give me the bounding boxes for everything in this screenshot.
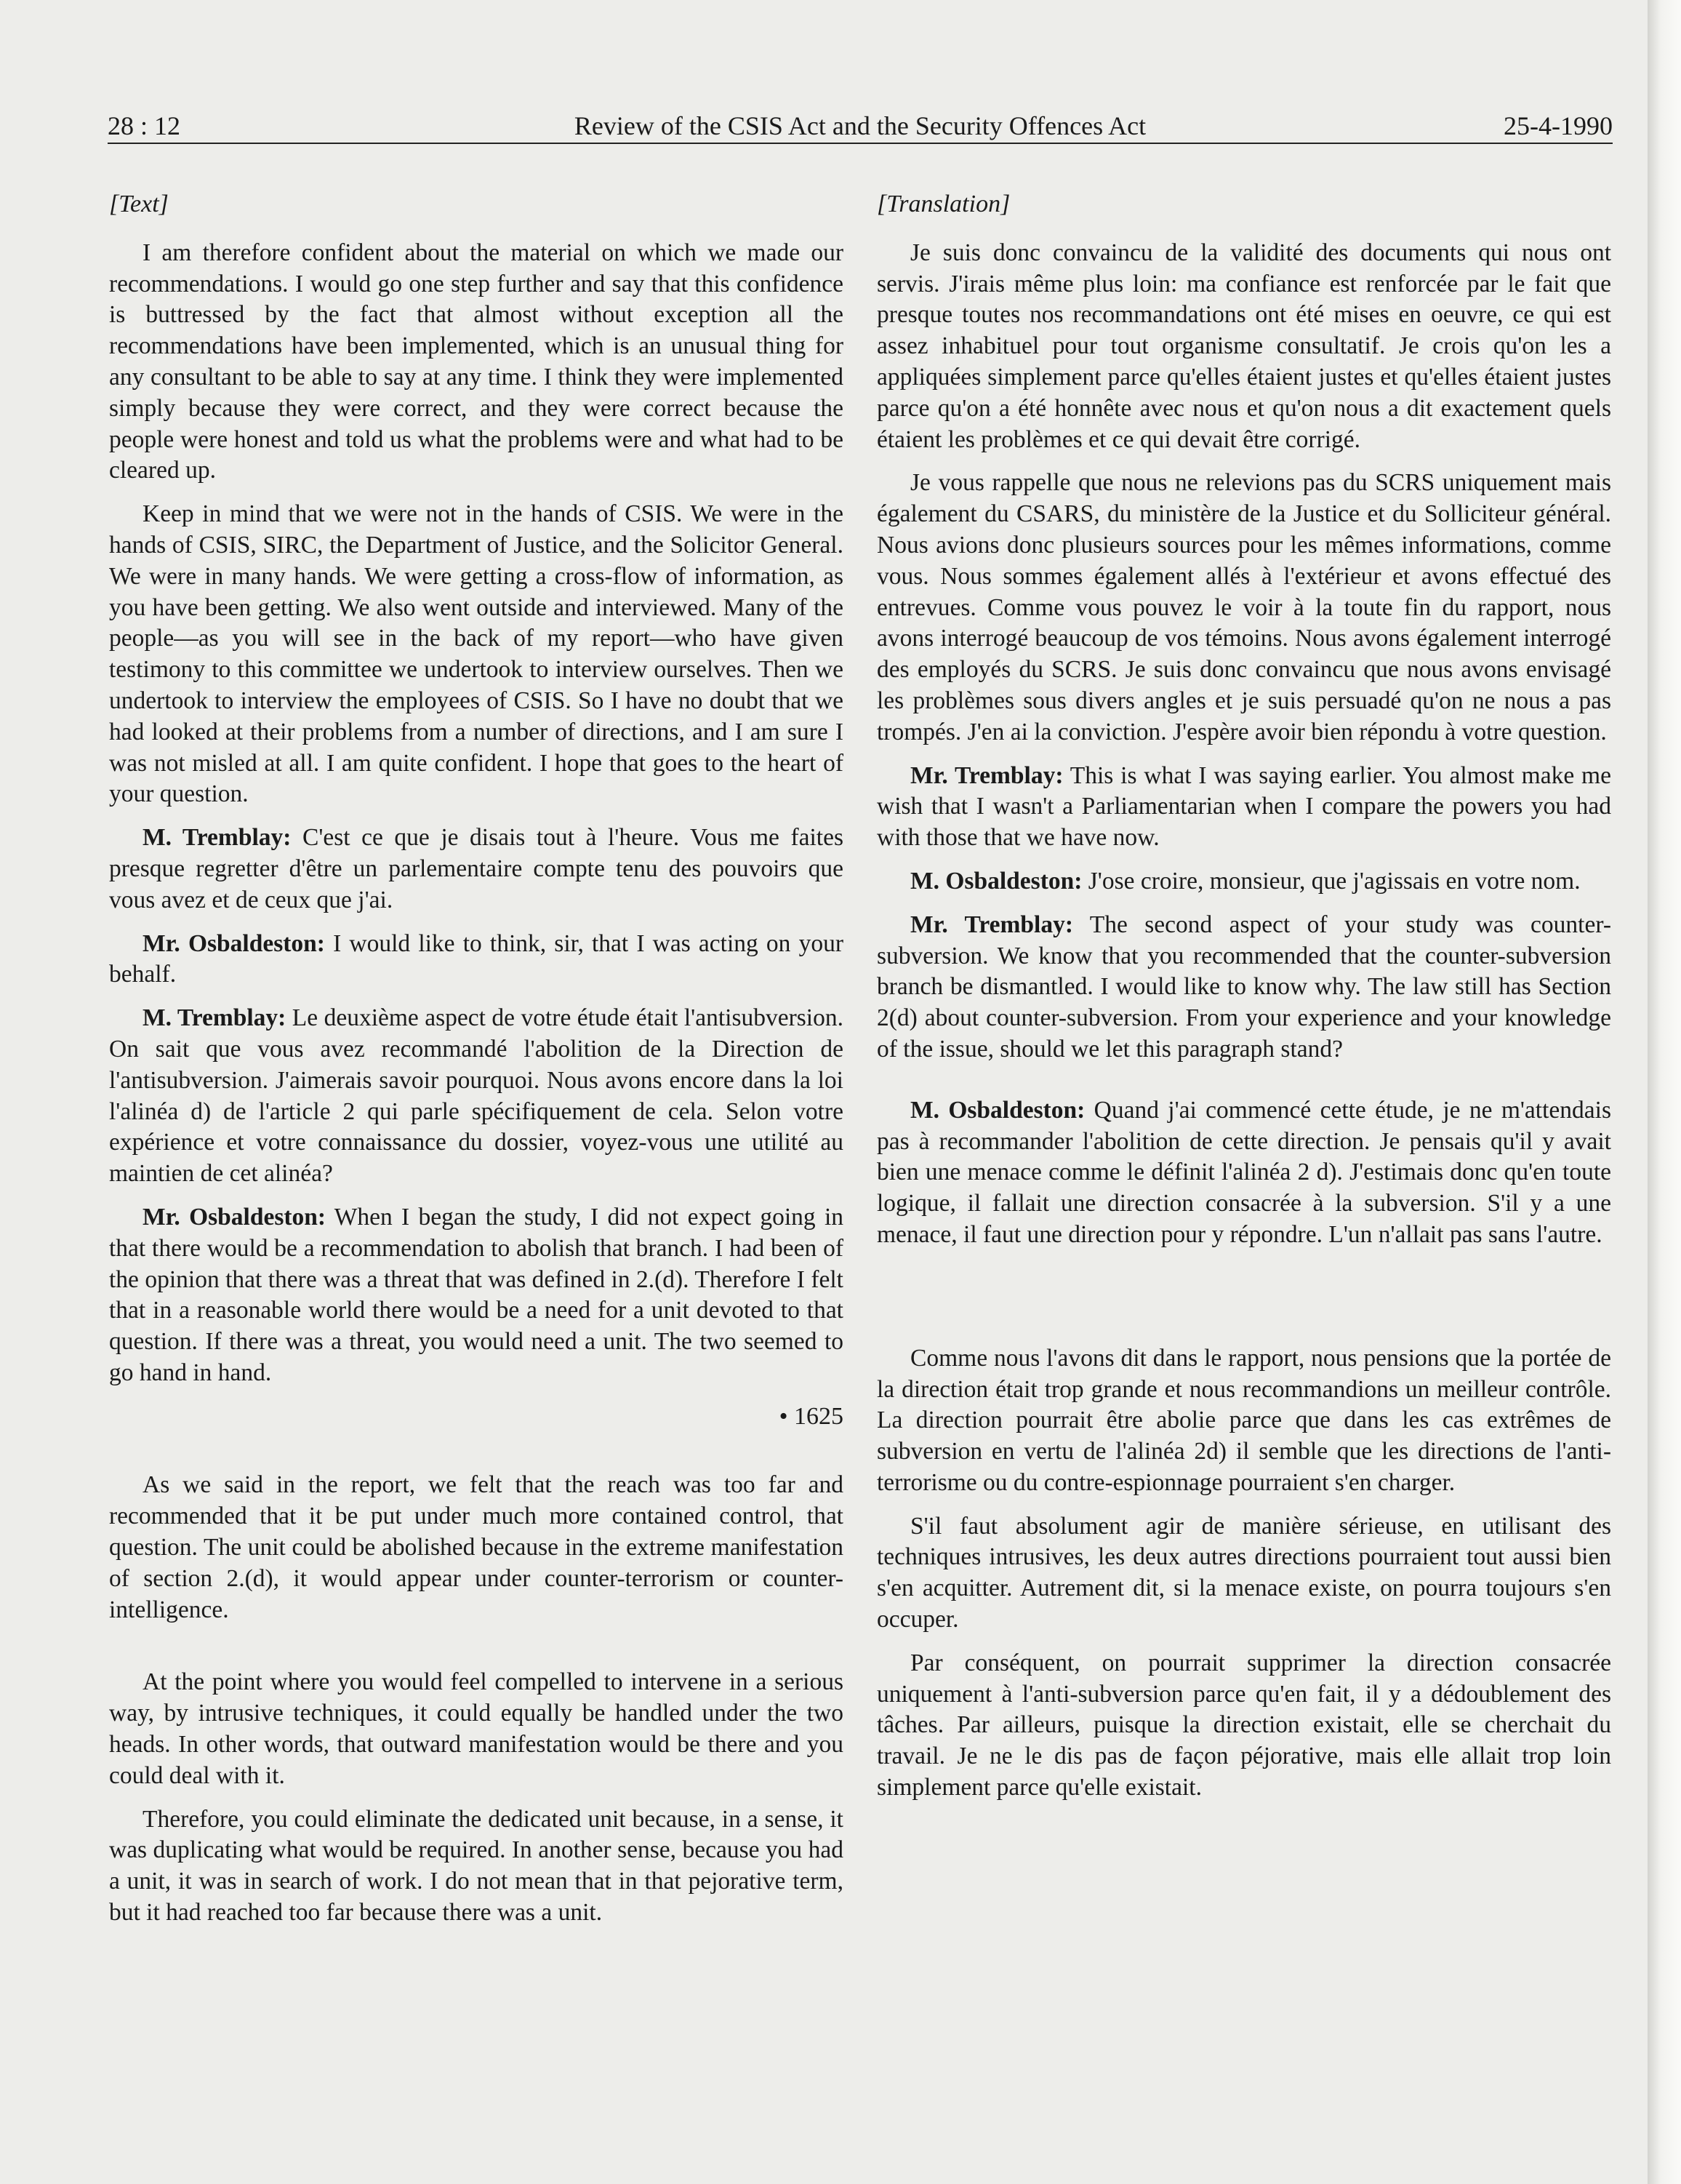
speaker-name: M. Osbaldeston: <box>910 867 1083 895</box>
translation-tag: [Translation] <box>877 191 1011 217</box>
speaker-name: M. Tremblay: <box>143 824 292 852</box>
speaker-name: Mr. Osbaldeston: <box>143 929 325 957</box>
paragraph: Par conséquent, on pourrait supprimer la direction consacrée uniquement à l'anti-subversion parce qu'en fait, il y a dédoublement des tâches. Par ailleurs, puisque la direction existait, elle se cherchait du travail. Je ne le dis pas de façon péjorative, mais elle allait trop loin simplement parce qu'elle existait. <box>877 1649 1611 1801</box>
speaker-name: Mr. Tremblay: <box>910 911 1074 938</box>
paragraph: Je vous rappelle que nous ne relevions pas du SCRS uniquement mais également du CSARS, du ministère de la Justice et du Solliciteur général. Nous avions donc plusieurs sources pour les mêmes informations, comme vous. Nous sommes également allés à l'extérieur et avons effectué des entrevues. Comme vous pouvez le voir à la toute fin du rapport, nous avons interrogé beaucoup de vos témoins. Nous avons également interrogé des employés du SCRS. Je suis donc convaincu que nous avons envisagé les problèmes sous divers angles et je suis persuadé qu'on ne nous a pas trompés. J'en ai la conviction. J'espère avoir bien répondu à votre question. <box>877 469 1611 745</box>
speech-text: Le deuxième aspect de votre étude était l'antisubversion. On sait que vous avez recommandé l'abolition de la Direction de l'antisubversion. J'aimerais savoir pourquoi. Nous avons encore dans la loi l'alinéa d) de l'article 2 qui parle spécifiquement de cela. Selon votre expérience et votre connaissance du dossier, voyez-vous une utilité au maintien de cet alinéa? <box>109 1004 843 1188</box>
paragraph: At the point where you would feel compelled to intervene in a serious way, by intrusive techniques, it could equally be handled under the two heads. In other words, that outward manifestation would be there and you could deal with it. <box>109 1668 843 1789</box>
header-date: 25-4-1990 <box>1504 111 1613 140</box>
paragraph: Comme nous l'avons dit dans le rapport, nous pensions que la portée de la direction était trop grande et nous recommandions un meilleur contrôle. La direction pourrait être abolie parce que dans les cas extrêmes de subversion en vertu de l'alinéa 2d) il semble que les directions de l'anti-terrorisme ou du contre-espionnage pourraient s'en charger. <box>877 1344 1611 1496</box>
speech-text: C'est ce que je disais tout à l'heure. Vous me faites presque regretter d'être un parlementaire compte tenu des pouvoirs que vous avez et de ceux que j'ai. <box>109 824 843 913</box>
time-stamp: • 1625 <box>779 1402 843 1430</box>
paragraph: Keep in mind that we were not in the hands of CSIS. We were in the hands of CSIS, SIRC, the Department of Justice, and the Solicitor General. We were in many hands. We were getting a cross-flow of information, as you have been getting. We also went outside and interviewed. Many of the people—as you will see in the back of my report—who have given testimony to this committee we undertook to interview ourselves. Then we undertook to interview the employees of CSIS. So I have no doubt that we had looked at their problems from a number of directions, and I am sure I was not misled at all. I am quite confident. I hope that goes to the heart of your question. <box>109 500 843 808</box>
speaker-paragraph <box>877 761 1611 854</box>
right-column-translation <box>877 189 1611 1816</box>
speech-text: I would like to think, sir, that I was acting on your behalf. <box>109 929 843 988</box>
running-header <box>108 106 1613 147</box>
speaker-paragraph <box>109 929 843 991</box>
header-rule <box>108 143 1613 144</box>
speaker-paragraph <box>877 1095 1611 1251</box>
text-tag: [Text] <box>109 191 169 217</box>
page-edge-shadow <box>1648 0 1681 2184</box>
speaker-paragraph <box>109 1003 843 1190</box>
speech-text: J'ose croire, monsieur, que j'agissais en votre nom. <box>1082 867 1581 895</box>
paragraph: Je suis donc convaincu de la validité des documents qui nous ont servis. J'irais même plus loin: ma confiance est renforcée par le fait que presque toutes nos recommandations ont été mises en oeuvre, ce qui est assez inhabituel pour tout organisme consultatif. Je crois qu'on les a appliquées simplement parce qu'elles étaient justes et qu'elles étaient justes parce qu'on a été honnête avec nous et qu'on nous a dit exactement quels étaient les problèmes et ce qui devait être corrigé. <box>877 239 1611 453</box>
paragraph: I am therefore confident about the material on which we made our recommendations. I would go one step further and say that this confidence is buttressed by the fact that almost without exception all the recommendations have been implemented, which is an unusual thing for any consultant to be able to say at any time. I think they were implemented simply because they were correct, and they were correct because the people were honest and told us what the problems were and what had to be cleared up. <box>109 239 843 484</box>
header-title: Review of the CSIS Act and the Security Offences Act <box>574 111 1147 140</box>
speaker-name: M. Tremblay: <box>143 1004 286 1032</box>
speaker-name: Mr. Osbaldeston: <box>143 1203 326 1231</box>
speech-text: The second aspect of your study was counter-subversion. We know that you recommended that the counter-subversion branch be dismantled. I would like to know why. The law still has Section 2(d) about counter-subversion. From your experience and your knowledge of the issue, should we let this paragraph stand? <box>877 911 1611 1063</box>
page-number: 28 : 12 <box>108 111 181 140</box>
paragraph: Therefore, you could eliminate the dedicated unit because, in a sense, it was duplicating what would be required. In another sense, because you had a unit, it was in search of work. I do not mean that in that pejorative term, but it had reached too far because there was a unit. <box>109 1805 843 1927</box>
speaker-name: M. Osbaldeston: <box>910 1096 1086 1124</box>
speaker-paragraph <box>877 910 1611 1065</box>
left-column-english <box>109 189 843 1941</box>
speech-text: This is what I was saying earlier. You almost make me wish that I wasn't a Parliamentarian when I compare the powers you had with those that we have now. <box>877 761 1611 852</box>
paragraph: As we said in the report, we felt that the reach was too far and recommended that it be put under much more contained control, that question. The unit could be abolished because in the extreme manifestation of section 2.(d), it would appear under counter-terrorism or counter-intelligence. <box>109 1471 843 1623</box>
speaker-paragraph <box>109 823 843 916</box>
speaker-name: Mr. Tremblay: <box>910 761 1064 789</box>
paragraph: S'il faut absolument agir de manière sérieuse, en utilisant des techniques intrusives, les deux autres directions pourraient tout aussi bien s'en acquitter. Autrement dit, si la menace existe, on pourra toujours s'en occuper. <box>877 1512 1611 1633</box>
speaker-paragraph <box>109 1202 843 1389</box>
speaker-paragraph <box>877 866 1611 897</box>
speech-text: Quand j'ai commencé cette étude, je ne m'attendais pas à recommander l'abolition de cette direction. Je pensais qu'il y avait bien une menace comme le définit l'alinéa 2 d). J'estimais donc qu'en toute logique, il fallait une direction consacrée à la subversion. S'il y a une menace, il faut une direction pour y répondre. L'un n'allait pas sans l'autre. <box>877 1096 1611 1248</box>
speech-text: When I began the study, I did not expect going in that there would be a recommendation to abolish that branch. I had been of the opinion that there was a threat that was defined in 2.(d). Therefore I felt that in a reasonable world there would be a need for a unit devoted to that question. If there was a threat, you would need a unit. The two seemed to go hand in hand. <box>109 1203 843 1386</box>
